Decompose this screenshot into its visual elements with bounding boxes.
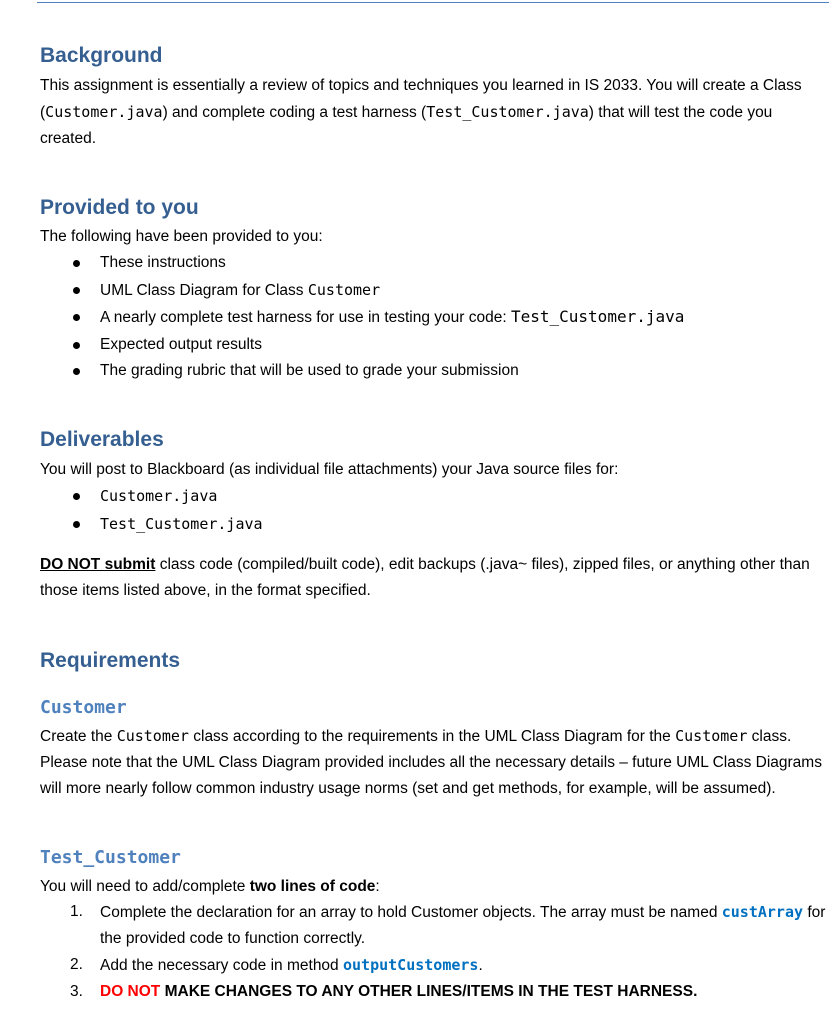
cust-array-code: custArray (721, 903, 804, 921)
two-lines-bold: two lines of code (249, 878, 376, 895)
step-1-text: Complete the declaration for an array to hold Customer objects. The array must be named (100, 904, 722, 921)
provided-item-2-text: UML Class Diagram for Class (100, 281, 308, 299)
step-2-text: Add the necessary code in method (100, 957, 343, 974)
deliverables-warning (40, 552, 830, 604)
deliverables-heading: Deliverables (40, 428, 164, 451)
output-customers-code: outputCustomers (342, 956, 479, 974)
step-1-end: for the provided code to function correctly. (100, 904, 826, 947)
background-text-3: ) that will test the code you created. (40, 104, 773, 147)
provided-list (40, 250, 830, 385)
deliverable-file-2: Test_Customer.java (100, 514, 263, 533)
test-customer-java-code: Test_Customer.java (426, 103, 589, 121)
list-item (40, 952, 830, 979)
list-item (40, 277, 830, 305)
customer-java-code: Customer.java (45, 103, 163, 121)
step-number: 3. (70, 983, 83, 1000)
requirements-heading: Requirements (40, 649, 181, 672)
customer-code-2: Customer (675, 727, 748, 745)
list-item (40, 332, 830, 359)
provided-item-2-code: Customer (307, 280, 381, 299)
do-not-red-label: DO NOT (100, 983, 161, 1000)
top-rule (37, 2, 829, 3)
list-item (40, 483, 830, 511)
test-customer-steps (40, 899, 830, 1005)
list-item (40, 899, 830, 952)
provided-item-4: Expected output results (100, 335, 262, 353)
list-item (40, 304, 830, 332)
background-text-2: ) and complete coding a test harness ( (162, 104, 427, 121)
test-customer-intro (40, 874, 830, 900)
customer-paragraph (40, 723, 830, 802)
customer-text-2: class according to the requirements in the UML Class Diagram for the (188, 728, 676, 745)
deliverable-file-1: Customer.java (100, 487, 218, 505)
provided-item-1: These instructions (100, 254, 226, 271)
background-paragraph (40, 73, 830, 152)
step-number: 2. (70, 956, 83, 973)
do-not-submit-label: DO NOT submit (40, 556, 156, 573)
step-number: 1. (70, 903, 83, 920)
provided-item-3-text: A nearly complete test harness for use in testing your code: (100, 309, 511, 326)
list-item (40, 358, 830, 385)
list-item (40, 979, 830, 1005)
provided-item-5: The grading rubric that will be used to grade your submission (100, 362, 519, 379)
customer-subheading: Customer (40, 697, 127, 718)
list-item (40, 511, 830, 539)
provided-intro: The following have been provided to you: (40, 228, 323, 245)
deliverables-list (40, 483, 830, 538)
provided-heading: Provided to you (40, 196, 199, 219)
customer-code-1: Customer (116, 727, 189, 745)
step-2-end: . (478, 957, 483, 974)
step-3-bold-text: MAKE CHANGES TO ANY OTHER LINES/ITEMS IN THE TEST HARNESS. (160, 983, 698, 1000)
deliverables-warning-text: class code (compiled/built code), edit backups (.java~ files), zipped files, or anything other than those items listed above, in the format specified. (40, 556, 810, 599)
customer-text-1: Create the (40, 728, 117, 745)
provided-item-3-code: Test_Customer.java (510, 307, 685, 326)
list-item (40, 250, 830, 277)
customer-text-3: class. Please note that the UML Class Diagram provided includes all the necessary details – future UML Class Diagrams will more nearly follow common industry usage norms (set and get methods, for example, will be assumed). (40, 728, 822, 797)
test-customer-intro-text: You will need to add/complete (40, 878, 250, 895)
test-customer-intro-end: : (375, 878, 380, 895)
background-text-1: This assignment is essentially a review of topics and techniques you learned in IS 2033. You will create a Class ( (40, 77, 802, 121)
test-customer-subheading: Test_Customer (40, 847, 181, 868)
deliverables-intro: You will post to Blackboard (as individual file attachments) your Java source files for: (40, 461, 619, 478)
background-heading: Background (40, 44, 163, 67)
